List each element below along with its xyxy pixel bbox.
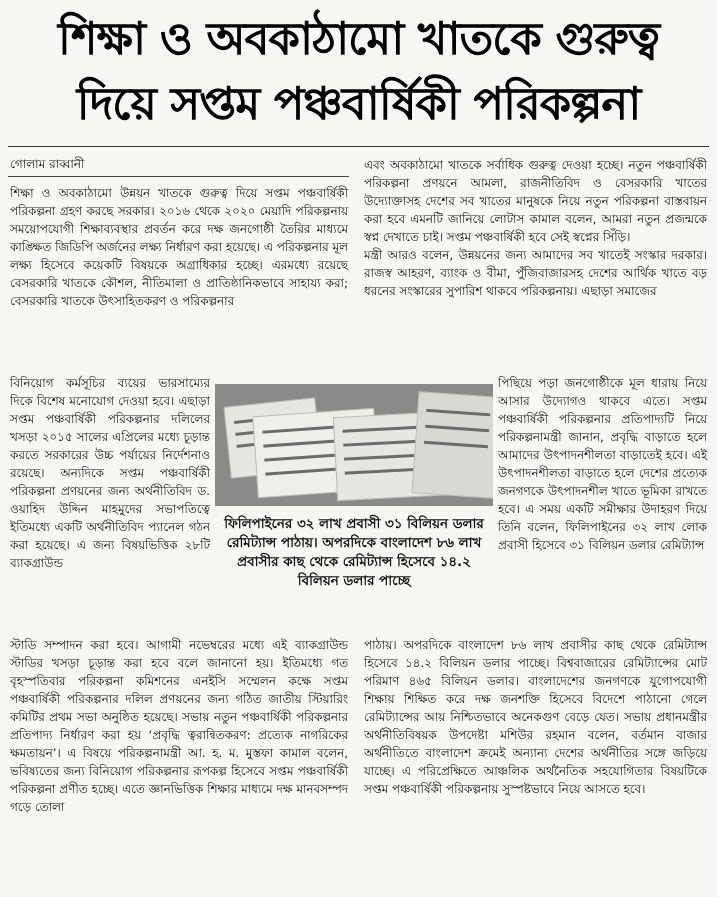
headline <box>8 6 709 136</box>
right-column-bottom <box>364 636 707 798</box>
right-column-wrap <box>498 374 707 554</box>
remittance-documents-photo <box>215 384 493 506</box>
byline: গোলাম রাব্বানী <box>10 157 85 171</box>
right-column-top <box>364 156 707 300</box>
left-column-bottom <box>10 636 348 816</box>
left-column-wrap <box>10 374 210 573</box>
paragraph: পাঠায়। অপরদিকে বাংলাদেশ ৮৬ লাখ প্রবাসীর কাছ থেকে রেমিট্যান্স হিসেবে ১৪.২ বিলিয়ন ডলার পাচ্ছে। বিশ্ববাজারের রেমিট্যান্সের মোট পরিমাণ ৪৬৫ বিলিয়ন ডলার। বাংলাদেশের জনগণকে যুগোপযোগী শিক্ষায় শিক্ষিত করে দক্ষ জনশক্তি হিসেবে বিদেশে পাঠানো গেলে রেমিট্যান্সের আয় নিশ্চিতভাবে অনেকগুণ বেড়ে যেত। সভায় প্রধানমন্ত্রীর অর্থনীতিবিষয়ক উপদেষ্টা মশিউর রহমান বলেন, বর্তমান বাজার অর্থনীতিতে বাংলাদেশ ক্রমেই অন্যান্য দেশের অর্থনীতির সঙ্গে জড়িয়ে যাচ্ছে। এ পরিপ্রেক্ষিতে আঞ্চলিক অর্থনৈতিক সহযোগিতার বিষয়টিকে সপ্তম পঞ্চবার্ষিকী পরিকল্পনায় সুস্পষ্টভাবে নিয়ে আসতে হবে। <box>364 638 707 797</box>
headline-line-2: দিয়ে সপ্তম পঞ্চবার্ষিকী পরিকল্পনা <box>76 77 641 130</box>
paragraph: এবং অবকাঠামো খাতকে সর্বাধিক গুরুত্ব দেওয়া হচ্ছে। নতুন পঞ্চবার্ষিকী পরিকল্পনা প্রণয়নে আমলা, রাজনীতিবিদ ও বেসরকারি খাতের উদ্যোক্তাসহ দেশের সব খাতের মানুষকে নিয়ে নতুন পরিকল্পনা বাস্তবায়ন করা হবে এমনটি জানিয়ে লোটাস কামাল বলেন, আমরা নতুন প্রজন্মকে স্বপ্ন দেখাতে চাই। সপ্তম পঞ্চবার্ষিকী হবে সেই স্বপ্নের সিঁড়ি। <box>364 158 707 245</box>
paragraph: স্টাডি সম্পাদন করা হবে। আগামী নভেম্বরের মধ্যে এই ব্যাকগ্রাউন্ড স্টাডির খসড়া চূড়ান্ত করা হবে বলে জানানো হয়। ইতিমধ্যে গত বৃহস্পতিবার পরিকল্পনা কমিশনের এনইসি সম্মেলন কক্ষে সপ্তম পঞ্চবার্ষিকী পরিকল্পনার দলিল প্রণয়নের জন্য গঠিত জাতীয় স্টিয়ারিং কমিটির প্রথম সভা অনুষ্ঠিত হয়েছে। সভায় নতুন পঞ্চবার্ষিকী পরিকল্পনার প্রতিপাদ্য নির্ধারণ করা হয় ‘প্রবৃদ্ধি ত্বরান্বিতকরণ: প্রত্যেক নাগরিকের ক্ষমতায়ন’। এ বিষয়ে পরিকল্পনামন্ত্রী আ. হ. ম. মুস্তফা কামাল বলেন, ভবিষ্যতের জন্য বিনিয়োগ পরিকল্পনার রূপকল্প হিসেবে সপ্তম পঞ্চবার্ষিকী পরিকল্পনা প্রণীত হচ্ছে। এতে জ্ঞানভিত্তিক শিক্ষার মাধ্যমে দক্ষ মানবসম্পদ গড়ে তোলা <box>10 638 348 815</box>
headline-line-1: শিক্ষা ও অবকাঠামো খাতকে গুরুত্ব <box>58 12 659 65</box>
paragraph: মন্ত্রী আরও বলেন, উন্নয়নের জন্য আমাদের সব খাতেই সংস্কার দরকার। রাজস্ব আহরণ, ব্যাংক ও বীমা, পুঁজিবাজারসহ দেশের আর্থিক খাতে বড় ধরনের সংস্কারের সুপারিশ থাকবে পরিকল্পনায়। এছাড়া সমাজের <box>364 248 707 299</box>
paragraph: শিক্ষা ও অবকাঠামো উন্নয়ন খাতকে গুরুত্ব দিয়ে সপ্তম পঞ্চবার্ষিকী পরিকল্পনা গ্রহণ করছে সরকার। ২০১৬ থেকে ২০২০ মেয়াদি পরিকল্পনায় সময়োপযোগী শিক্ষাব্যবস্থার প্রবর্তন করে দক্ষ জনগোষ্ঠী তৈরির মাধ্যমে কাঙ্ক্ষিত জিডিপি অর্জনের লক্ষ্য নির্ধারণ করা হয়েছে। এ পরিকল্পনার মূল লক্ষ্য হিসেবে কয়েকটি বিষয়কে অগ্রাধিকার হচ্ছে। এরমধ্যে রয়েছে বেসরকারি খাতকে কৌশল, নীতিমালা ও প্রাতিষ্ঠানিকভাবে সাহায্য করা; বেসরকারি খাতকে উৎসাহিতকরণ ও পরিকল্পনার <box>10 186 348 309</box>
byline-rule <box>8 176 349 177</box>
photo-caption: ফিলিপাইনের ৩২ লাখ প্রবাসী ৩১ বিলিয়ন ডলার রেমিট্যান্স পাঠায়। অপরদিকে বাংলাদেশ ৮৬ লাখ প্রবাসীর কাছ থেকে রেমিট্যান্স হিসেবে ১৪.২ বিলিয়ন ডলার পাচ্ছে <box>224 517 484 589</box>
left-column-top <box>10 184 348 310</box>
paragraph: পিছিয়ে পড়া জনগোষ্ঠীকে মূল ধারায় নিয়ে আসার উদ্যোগও থাকবে এতে। সপ্তম পঞ্চবার্ষিকী পরিকল্পনার প্রতিপাদ্যটি নিয়ে পরিকল্পনামন্ত্রী জানান, প্রবৃদ্ধি বাড়াতে হলে আমাদের উৎপাদনশীলতা বাড়াতেই হবে। এই উৎপাদনশীলতা বাড়াতে হলে দেশের প্রত্যেক জনগণকে উৎপাদনশীল খাতে ভূমিকা রাখতে হবে। এ সময় একটি সমীক্ষার উদাহরণ দিয়ে তিনি বলেন, ফিলিপাইনের ৩২ লাখ লোক প্রবাসী হিসেবে ৩১ বিলিয়ন ডলার রেমিট্যান্স <box>498 376 707 553</box>
paragraph: বিনিয়োগ কর্মসূচির ব্যয়ের ভারসাম্যের দিকে বিশেষ মনোযোগ দেওয়া হবে। এছাড়া সপ্তম পঞ্চবার্ষিকী পরিকল্পনার দলিলের খসড়া ২০১৫ সালের এপ্রিলের মধ্যে চূড়ান্ত করতে সরকারের উচ্চ পর্যায়ের নির্দেশনাও রয়েছে। অন্যদিকে সপ্তম পঞ্চবার্ষিকী পরিকল্পনা প্রণয়নের জন্য অর্থনীতিবিদ ড. ওয়াহিদ উদ্দিন মাহমুদের সভাপতিত্বে ইতিমধ্যে একটি অর্থনীতিবিদ প্যানেল গঠন করা হয়েছে। এ জন্য বিষয়ভিত্তিক ২৮টি ব্যাকগ্রাউন্ড <box>10 376 210 571</box>
headline-rule <box>8 146 709 147</box>
